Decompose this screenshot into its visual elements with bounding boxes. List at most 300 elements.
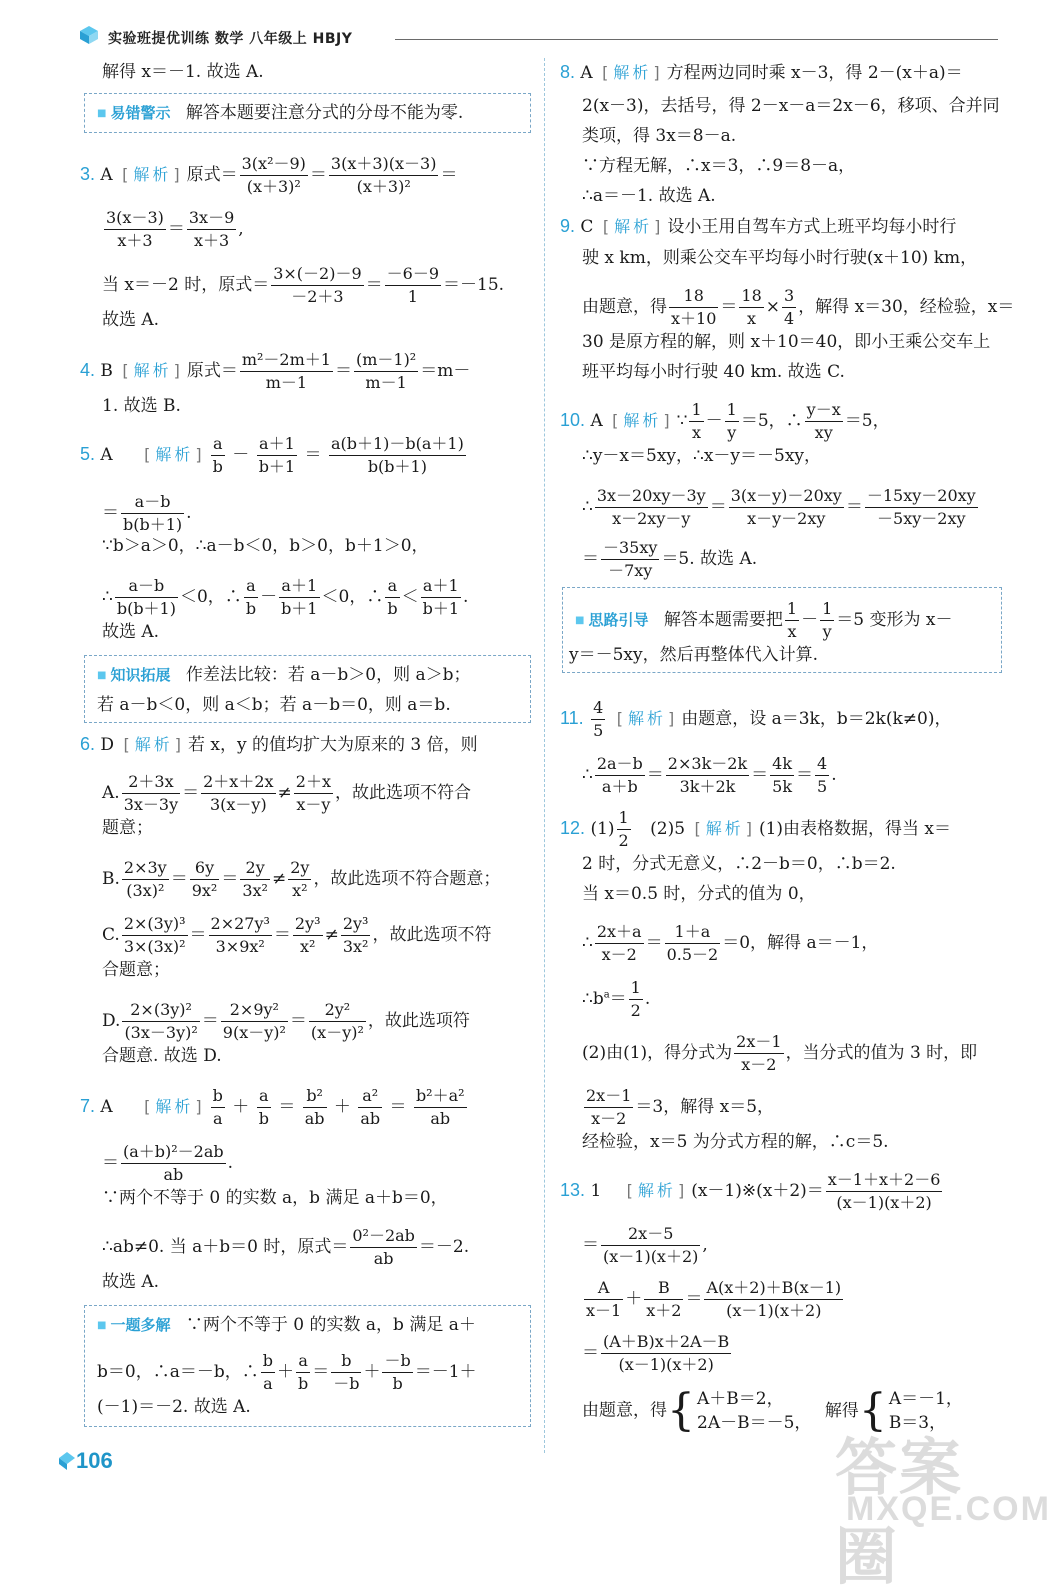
tip-box-approach: ■ 思路引导 解答本题需要把 $\frac{1}{x}$ － $\frac{1}{y}$ ＝5 变形为 x－ y＝－5xy，然后再整体代入计算. <box>562 587 1002 673</box>
numerator: a＋1 <box>279 575 319 598</box>
text: ∴ab≠0. 当 a＋b＝0 时，原式＝ <box>102 1237 349 1257</box>
text: (x－1)※(x＋2)＝ <box>691 1181 824 1201</box>
numerator: b <box>331 1350 361 1373</box>
fraction <box>382 1350 412 1395</box>
denominator: b＋1 <box>281 599 318 618</box>
q12-line8: 经检验，x＝5 为分式方程的解，∴c＝5. <box>582 1132 889 1152</box>
tip-box-label: ■ 易错警示 <box>97 104 170 122</box>
fraction <box>385 575 399 620</box>
numerator: a(b＋1)－b(a＋1) <box>329 433 466 456</box>
denominator: ab <box>373 1249 394 1268</box>
numerator: 1＋a <box>665 921 721 944</box>
q6-option-a: A. $\frac{2+3x}{3x-3y}$ ＝ $\frac{2+x+2x}{3(x-y)}$ ≠ $\frac{2+x}{x-y}$ ，故此选项不符合 <box>102 772 472 814</box>
fraction <box>341 913 371 958</box>
analysis-tag: [ 解析 ] <box>617 709 678 728</box>
denominator: ab <box>163 1165 184 1184</box>
option-label: B. <box>102 869 120 889</box>
question-number: 3. <box>80 164 96 184</box>
fraction <box>729 485 844 530</box>
text: ，解得 x＝30，经检验，x＝ <box>798 297 1015 317</box>
denominator: 5k <box>772 777 793 796</box>
q6-option-c: C. $\frac{\text{2×(3y)³}}{\text{3×(3x)²}}$ ＝ $\frac{\text{2×27y³}}{\text{3×9x²}}$ ＝ $\frac{\text{2y³}}{\text{x²}}$ ≠ $\frac{\text{2y³}}{\text{3x²}}$ ，故此选项不符 <box>102 914 492 956</box>
tip-box-common-mistake <box>84 93 531 133</box>
equation: A＋B＝2， <box>697 1389 784 1409</box>
fraction <box>826 1169 943 1214</box>
q7-line3: ∵两个不等于 0 的实数 a，b 满足 a＋b＝0， <box>102 1188 448 1208</box>
denominator: 3×9x² <box>215 937 265 956</box>
fraction <box>240 857 270 902</box>
q8-line1 <box>560 57 963 88</box>
option-label: A. <box>102 783 120 803</box>
numerator: 3(x²－9) <box>240 153 308 176</box>
q6-line1 <box>80 729 478 760</box>
numerator: 2×3y <box>122 857 169 880</box>
fraction <box>350 1225 417 1270</box>
answer: D <box>100 735 115 755</box>
analysis-tag: [ 解析 ] <box>122 361 183 380</box>
denominator: ab <box>360 1109 381 1128</box>
numerator: y－x <box>805 399 843 422</box>
denominator: (x－1)(x＋2) <box>603 1247 699 1266</box>
denominator: b＋1 <box>258 457 296 476</box>
fraction <box>669 285 718 330</box>
denominator: a <box>263 1374 273 1393</box>
numerator: 2＋x <box>294 771 333 794</box>
text: (2)由(1)，得分式为 <box>582 1043 733 1063</box>
denominator: y <box>727 423 737 442</box>
q2-conclusion: 解得 x＝－1. 故选 A. <box>102 62 264 82</box>
question-number: 12. <box>560 818 586 838</box>
tip-box-label: ■ 思路引导 <box>575 611 648 629</box>
numerator: 2x－1 <box>584 1085 633 1108</box>
tip-box-text: ＝5 变形为 x－ <box>836 610 953 630</box>
numerator: 1 <box>725 399 739 422</box>
denominator: xy <box>814 423 833 442</box>
watermark-logo: 答案圈 <box>835 1431 964 1593</box>
denominator: (3x－3y)² <box>124 1023 198 1042</box>
text: ，故此选项不符 <box>372 925 492 945</box>
numerator: b <box>211 1085 225 1108</box>
denominator: b <box>258 1109 269 1128</box>
numerator: 2×(3y)³ <box>122 913 188 936</box>
text: ＝－2. <box>418 1237 470 1257</box>
denominator: x＋10 <box>671 309 717 328</box>
text: ＝5， <box>844 411 890 431</box>
fraction <box>739 285 763 330</box>
text: b＝0，∴a＝－b，∴ <box>97 1362 259 1382</box>
numerator: m²－2m＋1 <box>240 349 333 372</box>
fraction <box>240 349 333 394</box>
text: 由题意，得 <box>582 297 667 317</box>
text: ，故此选项符 <box>367 1011 470 1031</box>
question-number: 10. <box>560 410 586 430</box>
fraction <box>257 1085 271 1130</box>
denominator: x² <box>292 881 308 900</box>
numerator: －b <box>382 1350 412 1373</box>
denominator: 3(x－y) <box>209 795 267 814</box>
text: 设小王用自驾车方式上班平均每小时行 <box>667 217 957 237</box>
numerator: a <box>211 433 225 456</box>
numerator: 2y <box>240 857 270 880</box>
numerator: 2×9y² <box>221 999 288 1022</box>
question-number: 8. <box>560 62 576 82</box>
denominator: 5 <box>817 777 828 796</box>
numerator: 18 <box>669 285 718 308</box>
numerator: 3x－9 <box>187 207 236 230</box>
q10-line1: 10. A [ 解析 ] ∵ $\frac{1}{x}$ － $\frac{1}{y}$ ＝5，∴ $\frac{y-x}{xy}$ ＝5， <box>560 399 890 444</box>
numerator: 2×27y³ <box>209 913 272 936</box>
fraction <box>122 857 169 902</box>
numerator: 2＋3x <box>122 771 180 794</box>
numerator: 2x－5 <box>601 1223 700 1246</box>
numerator: a＋1 <box>257 433 297 456</box>
fraction <box>734 1031 783 1076</box>
analysis-tag: [ 解析 ] <box>612 411 673 430</box>
numerator: 2x＋a <box>595 921 644 944</box>
tip-box-text: b＝0，∴a＝－b，∴ $\frac{b}{a}$ ＋ $\frac{a}{b}$ ＝ $\frac{b}{-b}$ ＋ $\frac{-b}{b}$ ＝－1＋ <box>97 1351 477 1393</box>
numerator: B <box>644 1277 683 1300</box>
numerator: 2×(3y)² <box>122 999 199 1022</box>
fraction <box>271 263 363 308</box>
denominator: m－1 <box>265 373 308 392</box>
answer: C <box>580 217 594 237</box>
q12-line1 <box>560 807 951 852</box>
analysis-tag: [ 解析 ] <box>123 735 184 754</box>
q9-line1 <box>560 211 956 242</box>
q4-line1: 4. B [ 解析 ] 原式＝ $\frac{\text{m²－2m＋1}}{m-1}$ ＝ $\frac{\text{(m－1)²}}{m-1}$ ＝m－ <box>80 349 470 394</box>
denominator: (3x)² <box>126 881 165 900</box>
answer-fraction <box>591 697 605 742</box>
denominator: m－1 <box>365 373 407 392</box>
fraction <box>782 285 796 330</box>
numerator: 3(x－y)－20xy <box>729 485 844 508</box>
fraction <box>601 1331 731 1376</box>
text: ，当分式的值为 3 时，即 <box>785 1043 978 1063</box>
q3-line1: 3. A [ 解析 ] 原式＝ $\frac{\text{3(x²－9)}}{\text{(x＋3)²}}$ ＝ $\frac{3(x+3)(x-3)}{\text{(x＋3)²}}$ ＝ <box>80 153 457 198</box>
denominator: x＋2 <box>646 1301 682 1320</box>
denominator: (x－1)(x＋2) <box>836 1193 932 1212</box>
q7-line5: 故选 A. <box>102 1272 160 1292</box>
fraction <box>421 575 461 620</box>
denominator: x－2 <box>601 945 637 964</box>
fraction <box>689 399 703 444</box>
page-number: 106 <box>76 1448 113 1473</box>
fraction <box>211 1085 225 1130</box>
text: 原式＝ <box>186 361 238 381</box>
denominator: b <box>297 1374 309 1393</box>
q12-line2: 2 时，分式无意义，∴2－b＝0，∴b＝2. <box>582 854 896 874</box>
option-label: C. <box>102 925 120 945</box>
fraction <box>865 485 978 530</box>
text: ＜0，∴ <box>179 587 242 607</box>
page-header <box>0 0 1016 52</box>
q12-line3: 当 x＝0.5 时，分式的值为 0， <box>582 884 816 904</box>
fraction <box>601 537 659 582</box>
q9-line2: 驶 x km，则乘公交车平均每小时行驶(x＋10) km， <box>582 248 978 268</box>
equation: 2A－B＝－5， <box>697 1413 812 1433</box>
fraction <box>329 433 466 478</box>
q5-line1: 5. A [ 解析 ] $\frac{a}{b}$ － $\frac{a+1}{b+1}$ ＝ $\frac{a(b+1)-b(a+1)}{b(b+1)}$ <box>80 433 468 478</box>
q9-line4: 30 是原方程的解，则 x＋10＝40，即小王乘公交车上 <box>582 332 991 352</box>
analysis-tag: [ 解析 ] <box>144 1097 205 1116</box>
numerator: 2×3k－2k <box>666 753 749 776</box>
numerator: 18 <box>739 285 763 308</box>
fraction <box>104 207 166 252</box>
fraction <box>595 485 708 530</box>
numerator: a－b <box>115 575 178 598</box>
denominator: b(b＋1) <box>367 457 427 476</box>
text: . <box>831 765 837 785</box>
denominator: x－y <box>296 795 331 814</box>
text: 由题意，设 a＝3k，b＝2k(k≠0)， <box>681 709 952 729</box>
left-brace: { <box>858 1385 887 1436</box>
numerator: 1 <box>820 598 834 621</box>
denominator: 5 <box>593 721 604 740</box>
tip-box-label: ■ 知识拓展 <box>97 666 170 684</box>
analysis-tag: [ 解析 ] <box>627 1181 688 1200</box>
text: ＝5，∴ <box>740 411 803 431</box>
fraction <box>601 1223 700 1268</box>
numerator: 2y <box>288 857 311 880</box>
denominator: －b <box>333 1374 360 1393</box>
fraction <box>644 1277 683 1322</box>
q5-line3: ∵b＞a＞0，∴a－b＜0，b＞0，b＋1＞0， <box>102 536 429 556</box>
denominator: (x＋3)² <box>356 177 411 196</box>
numerator: a－b <box>121 491 184 514</box>
q7-line4 <box>102 1225 469 1270</box>
q10-line3: ∴ $\frac{3x-20xy-3y}{x-2xy-y}$ ＝ $\frac{3(x-y)-20xy}{x-y-2xy}$ ＝ $\frac{-15xy-20xy}{-5xy-2xy}$ <box>582 486 976 528</box>
q12-line7 <box>582 1085 774 1130</box>
fraction <box>354 349 418 394</box>
denominator: b(b＋1) <box>116 599 176 618</box>
fraction <box>240 153 308 198</box>
numerator: A <box>584 1277 623 1300</box>
numerator: 2y² <box>309 999 366 1022</box>
numerator: (m－1)² <box>354 349 418 372</box>
q6-option-c-line2: 合题意； <box>102 960 170 980</box>
text: ＜ <box>401 587 419 607</box>
equation: B＝3， <box>888 1413 947 1433</box>
fraction <box>309 999 366 1044</box>
text: ＝m－ <box>420 361 471 381</box>
header-rule <box>395 39 998 40</box>
fraction <box>115 575 178 620</box>
fraction <box>629 977 643 1022</box>
tip-box-label: ■ 一题多解 <box>97 1316 170 1334</box>
q13-line2: ＝ $\frac{2x-5}{(x-1)(x+2)}$ , <box>582 1224 708 1266</box>
text: 若 x，y 的值均扩大为原来的 3 倍，则 <box>187 735 478 755</box>
analysis-tag: [ 解析 ] <box>144 445 205 464</box>
denominator: 3x² <box>342 937 369 956</box>
denominator: 3k＋2k <box>679 777 736 796</box>
denominator: x－2xy－y <box>612 509 691 528</box>
analysis-tag: [ 解析 ] <box>602 63 663 82</box>
denominator: (x＋3)² <box>246 177 301 196</box>
fraction <box>187 207 236 252</box>
text: 解得 <box>824 1400 859 1421</box>
q10-line4: ＝ $\frac{-35xy}{-7xy}$ ＝5. 故选 A. <box>582 538 758 580</box>
text: 当 x＝－2 时，原式＝ <box>102 275 270 295</box>
q6-option-a-line2: 题意； <box>102 818 153 838</box>
numerator: A(x＋2)＋B(x－1) <box>704 1277 843 1300</box>
numerator: 4k <box>770 753 794 776</box>
tip-box-text: 作差法比较：若 a－b＞0，则 a＞b； <box>185 665 471 685</box>
text: ＝0，解得 a＝－1， <box>722 933 879 953</box>
equation-system <box>697 1387 811 1435</box>
q3-line3: 当 x＝－2 时，原式＝ $\frac{3\times(-2)-9}{-2+3}$ ＝ $\frac{-6-9}{1}$ ＝－15. <box>102 264 505 306</box>
denominator: b <box>392 1374 403 1393</box>
q6-option-b: B. $\frac{2\times 3y}{\text{(3x)²}}$ ＝ $\frac{6y}{\text{9x²}}$ ＝ $\frac{2y}{\text{3x²}}$ ≠ $\frac{2y}{\text{x²}}$ ，故此选项不符合题意； <box>102 858 501 900</box>
q9-line5: 班平均每小时行驶 40 km. 故选 C. <box>582 362 845 382</box>
numerator: 2a－b <box>595 753 645 776</box>
denominator: 2 <box>630 1001 641 1020</box>
q12-line4: ∴ $\frac{2x+a}{x-2}$ ＝ $\frac{1+a}{0.5-2}$ ＝0，解得 a＝－1， <box>582 922 879 964</box>
page-number-icon <box>58 1450 76 1472</box>
question-number: 13. <box>560 1180 586 1200</box>
question-number: 6. <box>80 734 96 754</box>
header-title: 实验班提优训练 数学 八年级上 HBJY <box>108 31 353 47</box>
answer: A <box>580 63 593 83</box>
fraction <box>209 913 272 958</box>
q13-line1 <box>560 1169 944 1214</box>
fraction <box>785 598 799 643</box>
fraction <box>770 753 794 798</box>
question-number: 5. <box>80 444 96 464</box>
fraction <box>584 1277 623 1322</box>
tip-box-text: ∵两个不等于 0 的实数 a，b 满足 a＋ <box>185 1315 476 1335</box>
left-brace: { <box>667 1385 695 1436</box>
denominator: 1 <box>407 287 418 306</box>
denominator: －7xy <box>608 561 653 580</box>
denominator: 2 <box>618 831 629 850</box>
fraction <box>329 153 439 198</box>
text: ＝－15. <box>443 275 505 295</box>
tip-box-alternative-solution <box>84 1305 531 1427</box>
q8-line4: ∵方程无解，∴x＝3，∴9＝8－a， <box>582 156 856 176</box>
fraction <box>815 753 829 798</box>
text: ，故此选项不符合题意； <box>313 869 501 889</box>
fraction <box>190 857 220 902</box>
q6-option-d-line2: 合题意. 故选 D. <box>102 1046 222 1066</box>
denominator: b(b＋1) <box>123 515 183 534</box>
fraction <box>820 598 834 643</box>
numerator: 3x－20xy－3y <box>595 485 708 508</box>
text: ∴b <box>582 989 604 1009</box>
fraction <box>288 857 311 902</box>
numerator: b²＋a² <box>414 1085 467 1108</box>
q11-line1 <box>560 697 952 742</box>
denominator: x－1 <box>586 1301 622 1320</box>
fraction <box>244 575 258 620</box>
fraction <box>122 771 180 816</box>
denominator: x <box>692 423 702 442</box>
numerator: －15xy－20xy <box>865 485 978 508</box>
column-divider <box>544 58 545 1453</box>
denominator: 9x² <box>191 881 218 900</box>
denominator: (x－1)(x＋2) <box>618 1355 714 1374</box>
numerator: a＋1 <box>421 575 461 598</box>
answer: B <box>100 361 113 381</box>
fraction <box>257 433 297 478</box>
tip-box-text: 解答本题需要把 <box>663 610 783 630</box>
denominator: x <box>747 309 757 328</box>
fraction <box>358 1085 382 1130</box>
fraction <box>385 263 441 308</box>
q5-line2: ＝ $\frac{a-b}{b(b+1)}$ . <box>102 492 192 534</box>
denominator: 9(x－y)² <box>222 1023 286 1042</box>
text: (2)5 <box>650 819 686 839</box>
denominator: x－y－2xy <box>747 509 826 528</box>
denominator: 3x² <box>242 881 268 900</box>
fraction <box>595 921 644 966</box>
fraction <box>331 1350 361 1395</box>
denominator: a <box>212 1109 223 1128</box>
q11-line2: ∴ $\frac{2a-b}{a+b}$ ＝ $\frac{2\times 3k-2k}{3k+2k}$ ＝ $\frac{4k}{5k}$ ＝ $\frac{4}{5}$ . <box>582 754 837 796</box>
analysis-tag: [ 解析 ] <box>694 819 755 838</box>
fraction <box>595 753 645 798</box>
fraction <box>121 1141 226 1186</box>
q8-line2: 2(x－3)，去括号，得 2－x－a＝2x－6，移项、合并同 <box>582 96 1000 116</box>
denominator: －5xy－2xy <box>877 509 966 528</box>
denominator: b <box>245 599 257 618</box>
equation: A＝－1， <box>888 1389 963 1409</box>
tip-box-text: (－1)＝－2. 故选 A. <box>97 1397 251 1417</box>
q5-line4: ∴ $\frac{a-b}{b(b+1)}$ ＜0，∴ $\frac{a}{b}$ － $\frac{a+1}{b+1}$ ＜0，∴ $\frac{a}{b}$ ＜ $\frac{a+1}{b+1}$ . <box>102 576 469 618</box>
denominator: ab <box>430 1109 451 1128</box>
option-label: D. <box>102 1011 121 1031</box>
numerator: 3(x＋3)(x－3) <box>329 153 439 176</box>
fraction <box>279 575 319 620</box>
text: ＜0，∴ <box>321 587 384 607</box>
denominator: x＋3 <box>117 231 153 250</box>
numerator: a² <box>358 1085 382 1108</box>
text: 原式＝ <box>186 165 238 185</box>
fraction <box>296 1350 310 1395</box>
q5-line5: 故选 A. <box>102 622 160 642</box>
tip-box-text: 解答本题要注意分式的分母不能为零. <box>185 103 464 123</box>
answer: A <box>590 411 603 431</box>
fraction <box>293 913 323 958</box>
fraction <box>414 1085 467 1130</box>
tip-box-text: y＝－5xy，然后再整体代入计算. <box>569 645 819 665</box>
answer: A <box>100 1097 113 1117</box>
watermark-url: MXQE.COM <box>846 1490 1051 1528</box>
numerator: a <box>257 1085 271 1108</box>
fraction <box>122 913 188 958</box>
q3-line2: $\frac{3(x-3)}{x+3}$ ＝ $\frac{3x-9}{x+3}$ , <box>106 208 244 250</box>
text: ，故此选项不符合 <box>335 783 472 803</box>
denominator: b <box>212 457 223 476</box>
numerator: 3×(－2)－9 <box>271 263 363 286</box>
numerator: 4 <box>815 753 829 776</box>
answer: 1 <box>590 1181 602 1201</box>
fraction <box>725 399 739 444</box>
numerator: 2x－1 <box>734 1031 783 1054</box>
q6-option-d: D. $\frac{\text{2×(3y)²}}{\text{(3x－3y)²}}$ ＝ $\frac{\text{2×9y²}}{\text{9(x－y)²}}$ ＝ $\frac{\text{2y²}}{\text{(x－y)²}}$ ，故此选项符 <box>102 1000 470 1042</box>
q13-line4: ＝ $\frac{(A+B)x+2A-B}{(x-1)(x+2)}$ <box>582 1332 730 1374</box>
numerator: a <box>385 575 399 598</box>
denominator: (x－1)(x＋2) <box>726 1301 822 1320</box>
text: ＝5. 故选 A. <box>661 549 758 569</box>
text: , <box>238 219 244 239</box>
denominator: 3×(3x)² <box>123 937 186 956</box>
text: (1)由表格数据，得当 x＝ <box>758 819 952 839</box>
denominator: －2＋3 <box>291 287 344 306</box>
denominator: b <box>387 599 398 618</box>
numerator: 3 <box>782 285 796 308</box>
q10-line2: ∴y－x＝5xy，∴x－y＝－5xy， <box>582 446 822 466</box>
fraction <box>666 753 749 798</box>
